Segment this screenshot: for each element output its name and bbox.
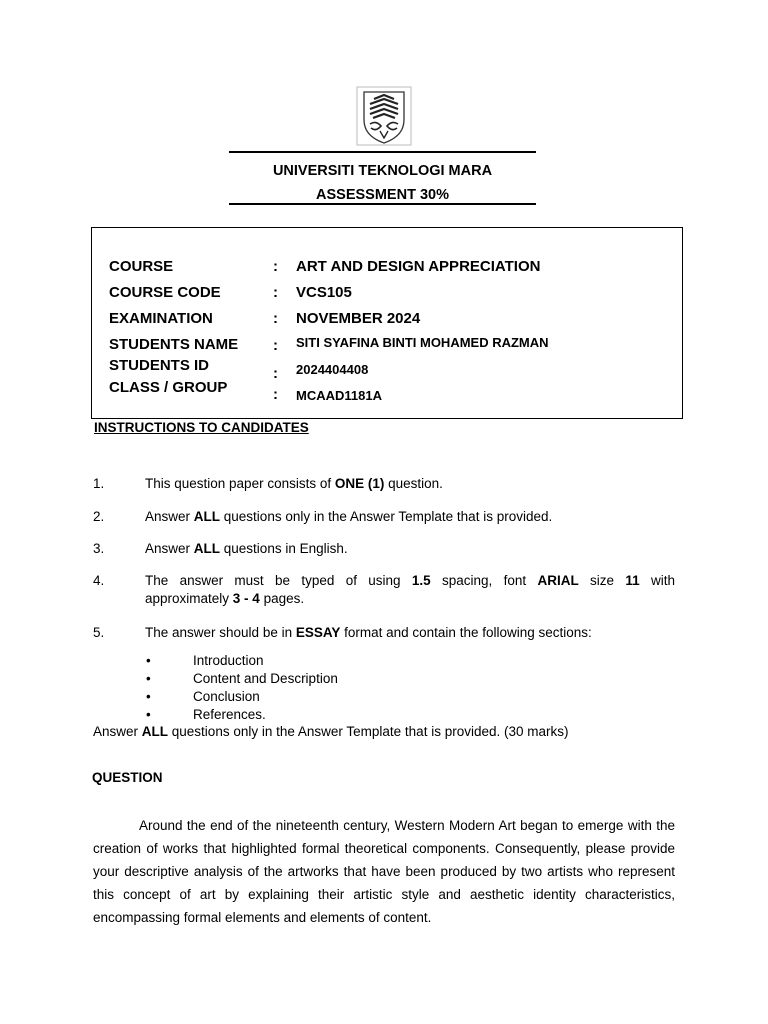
- bullet-3-mark: •: [146, 689, 151, 704]
- course-label: COURSE: [109, 258, 174, 275]
- question-paragraph: Around the end of the nineteenth century, Western Modern Art began to emerge with the creation of works that highlighted formal theoretical components. Consequently, please provide your descriptive analysis of the artworks that have been produced by two artists who represent this concept of art by explaining their artistic style and aesthetic identity characteristics, encompassing formal elements and elements of content.: [93, 818, 675, 925]
- bullet-4-mark: •: [146, 707, 151, 722]
- bullet-references: References.: [193, 707, 266, 722]
- university-name: UNIVERSITI TEKNOLOGI MARA: [272, 163, 493, 179]
- bullet-2-mark: •: [146, 671, 151, 686]
- header-top-rule: [229, 151, 536, 153]
- university-logo-icon: [356, 86, 412, 146]
- question-title: QUESTION: [92, 770, 163, 785]
- instruction-1-number: 1.: [93, 476, 105, 491]
- course-code-colon: :: [273, 284, 278, 301]
- instructions-title: INSTRUCTIONS TO CANDIDATES: [94, 420, 309, 435]
- answer-instruction-line: Answer ALL questions only in the Answer Template that is provided. (30 marks): [93, 724, 569, 739]
- students-id-colon: :: [273, 365, 278, 382]
- students-id-label: STUDENTS ID: [109, 357, 210, 374]
- examination-label: EXAMINATION: [109, 310, 213, 327]
- bullet-conclusion: Conclusion: [193, 689, 260, 704]
- course-value: ART AND DESIGN APPRECIATION: [296, 258, 541, 275]
- course-colon: :: [273, 258, 278, 275]
- course-code-label: COURSE CODE: [109, 284, 221, 301]
- instruction-5-text: The answer should be in ESSAY format and contain the following sections:: [145, 625, 592, 640]
- class-group-value: MCAAD1181A: [296, 388, 382, 403]
- instruction-2-text: Answer ALL questions only in the Answer Template that is provided.: [145, 509, 553, 524]
- header-bottom-rule: [229, 203, 536, 205]
- assessment-title: ASSESSMENT 30%: [316, 187, 449, 203]
- bullet-introduction: Introduction: [193, 653, 264, 668]
- bullet-1-mark: •: [146, 653, 151, 668]
- class-group-label: CLASS / GROUP: [109, 379, 228, 396]
- class-group-colon: :: [273, 386, 278, 403]
- instruction-4-line-1: The answer must be typed of using 1.5 spacing, font ARIAL size 11 with: [145, 573, 675, 588]
- students-id-value: 2024404408: [296, 362, 369, 377]
- instruction-3-number: 3.: [93, 541, 105, 556]
- instruction-2-number: 2.: [93, 509, 105, 524]
- course-code-value: VCS105: [296, 284, 352, 301]
- students-name-colon: :: [273, 337, 278, 354]
- instruction-5-number: 5.: [93, 625, 105, 640]
- examination-value: NOVEMBER 2024: [296, 310, 421, 327]
- instruction-4-number: 4.: [93, 573, 105, 588]
- instruction-3-text: Answer ALL questions in English.: [145, 541, 348, 556]
- instruction-1-text: This question paper consists of ONE (1) question.: [145, 476, 443, 491]
- instruction-4-line-2: approximately 3 - 4 pages.: [145, 591, 305, 606]
- students-name-label: STUDENTS NAME: [109, 336, 239, 353]
- examination-colon: :: [273, 310, 278, 327]
- students-name-value: SITI SYAFINA BINTI MOHAMED RAZMAN: [296, 335, 549, 350]
- bullet-content-description: Content and Description: [193, 671, 338, 686]
